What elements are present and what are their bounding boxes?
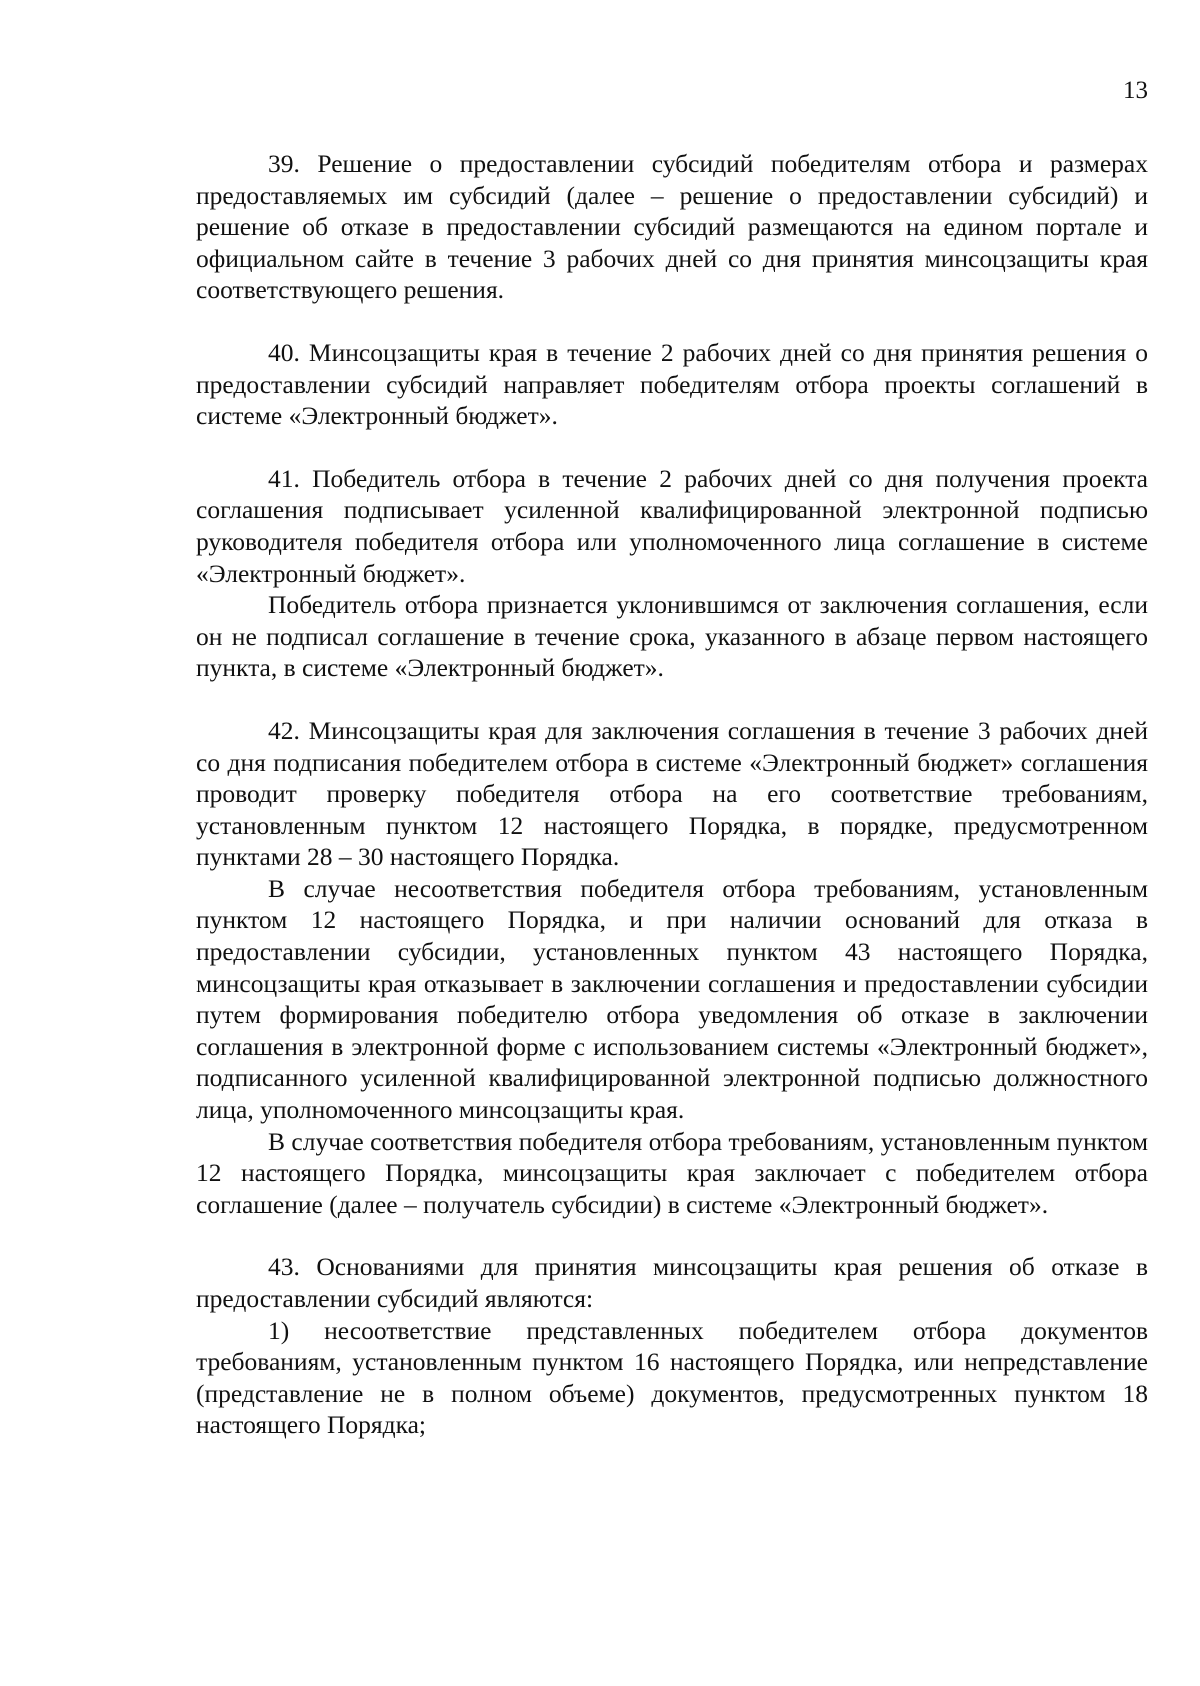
document-body (196, 148, 1148, 1441)
paragraph-42: 42. Минсоцзащиты края для заключения соглашения в течение 3 рабочих дней со дня подписания победителем отбора в системе «Электронный бюджет» соглашения проводит проверку победителя отбора на его соответствие требованиям, установленным пунктом 12 настоящего Порядка, в порядке, предусмотренном пунктами 28 – 30 настоящего Порядка. (196, 715, 1148, 872)
paragraph-43: 43. Основаниями для принятия минсоцзащиты края решения об отказе в предоставлении субсидий являются: (196, 1252, 1148, 1313)
paragraph-42-compliance: В случае соответствия победителя отбора требованиям, установленным пунктом 12 настоящего Порядка, минсоцзащиты края заключает с победителем отбора соглашение (далее – получатель субсидии) в системе «Электронный бюджет». (196, 1126, 1148, 1219)
paragraph-39: 39. Решение о предоставлении субсидий победителям отбора и размерах предоставляемых им субсидий (далее – решение о предоставлении субсидий) и решение об отказе в предоставлении субсидий размещаются на едином портале и официальном сайте в течение 3 рабочих дней со дня принятия минсоцзащиты края соответствующего решения. (196, 149, 1148, 305)
paragraph-41-evasion: Победитель отбора признается уклонившимся от заключения соглашения, если он не подписал соглашение в течение срока, указанного в абзаце первом настоящего пункта, в системе «Электронный бюджет». (196, 590, 1148, 683)
paragraph-41: 41. Победитель отбора в течение 2 рабочих дней со дня получения проекта соглашения подписывает усиленной квалифицированной электронной подписью руководителя победителя отбора или уполномоченного лица соглашение в системе «Электронный бюджет». (196, 463, 1148, 588)
paragraph-43-item-1: 1) несоответствие представленных победителем отбора документов требованиям, установленным пунктом 16 настоящего Порядка, или непредставление (представление не в полном объеме) документов, предусмотренных пунктом 18 настоящего Порядка; (196, 1315, 1148, 1440)
paragraph-40: 40. Минсоцзащиты края в течение 2 рабочих дней со дня принятия решения о предоставлении субсидий направляет победителям отбора проекты соглашений в системе «Электронный бюджет». (196, 337, 1148, 431)
paragraph-42-noncompliance: В случае несоответствия победителя отбора требованиям, установленным пунктом 12 настоящего Порядка, и при наличии оснований для отказа в предоставлении субсидии, установленных пунктом 43 настоящего Порядка, минсоцзащиты края отказывает в заключении соглашения и предоставлении субсидии путем формирования победителю отбора уведомления об отказе в заключении соглашения в электронной форме с использованием системы «Электронный бюджет», подписанного усиленной квалифицированной электронной подписью должностного лица, уполномоченного минсоцзащиты края. (196, 873, 1148, 1125)
page-number: 13 (1123, 77, 1148, 104)
